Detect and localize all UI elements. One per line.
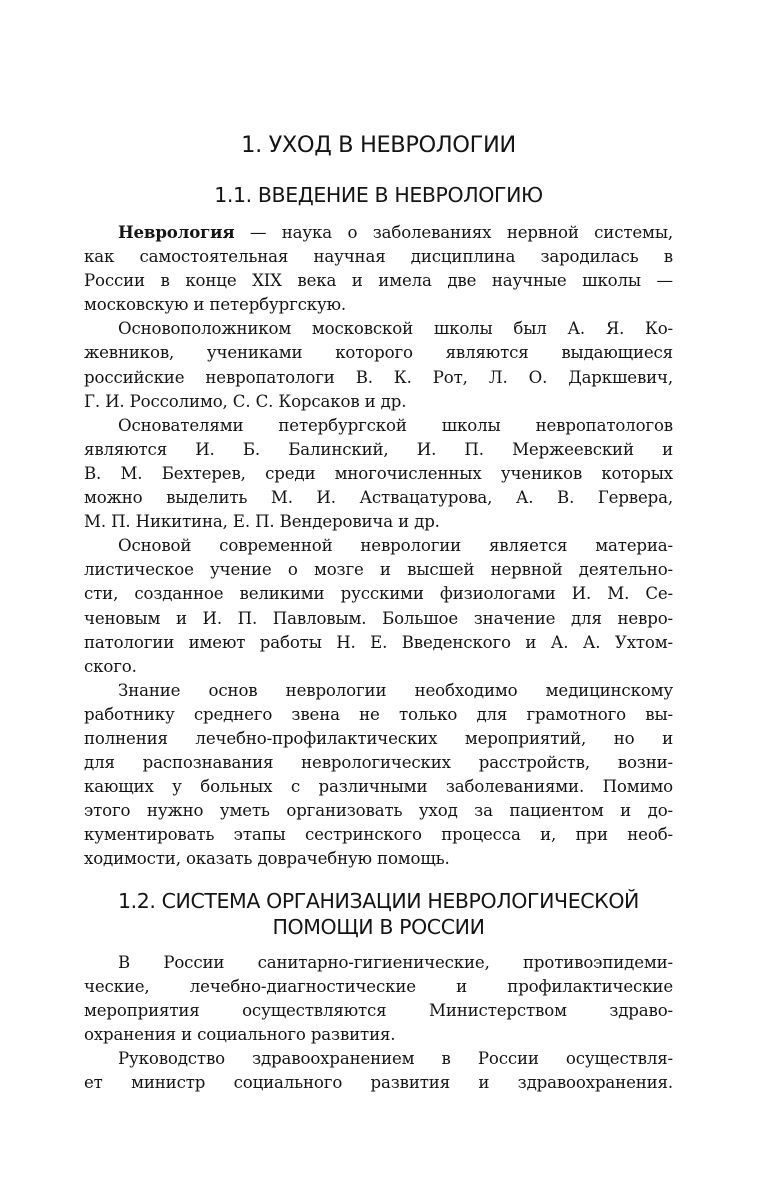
text-line: этого нужно уметь организовать уход за пациентом и до- <box>84 801 673 821</box>
section-title-organization-system <box>84 888 673 940</box>
paragraph-moscow-school <box>84 317 673 413</box>
text-line: М. П. Никитина, Е. П. Вендеровича и др. <box>84 512 440 532</box>
book-page <box>84 128 673 1095</box>
text-line: Основой современной неврологии является материа- <box>118 536 673 556</box>
section-title-introduction: 1.1. ВВЕДЕНИЕ В НЕВРОЛОГИЮ <box>214 183 543 207</box>
paragraph-knowledge-importance <box>84 679 673 872</box>
text-line: кающих у больных с различными заболеваниями. Помимо <box>84 777 673 797</box>
paragraph-modern-neurology <box>84 534 673 679</box>
text-line: московскую и петербургскую. <box>84 295 347 315</box>
text-line: России в конце XIX века и имела две научные школы — <box>84 271 673 291</box>
text-line: для распознавания неврологических расстройств, возни- <box>84 753 673 773</box>
text-line: Знание основ неврологии необходимо медицинскому <box>118 680 673 700</box>
paragraph-healthcare-management <box>84 1047 673 1095</box>
text-line: как самостоятельная научная дисциплина зародилась в <box>84 247 673 267</box>
text-line: Руководство здравоохранением в России осуществля- <box>118 1048 673 1068</box>
text-line: листическое учение о мозге и высшей нервной деятельно- <box>84 560 673 580</box>
text-line: В России санитарно-гигиенические, противоэпидеми- <box>118 952 673 972</box>
text-line: кументировать этапы сестринского процесса и, при необ- <box>84 825 673 845</box>
text-line: мероприятия осуществляются Министерством здраво- <box>84 1000 673 1020</box>
text-fragment: — наука о заболеваниях нервной системы, <box>234 223 673 242</box>
text-line: являются И. Б. Балинский, И. П. Мержеевский и <box>84 439 673 459</box>
text-line: охранения и социального развития. <box>84 1024 396 1044</box>
paragraph-petersburg-school <box>84 414 673 534</box>
text-line: можно выделить М. И. Аствацатурова, А. В. Гервера, <box>84 488 673 508</box>
text-line: Основоположником московской школы был А. Я. Ко- <box>118 319 673 339</box>
text-line: ческие, лечебно-диагностические и профилактические <box>84 976 673 996</box>
text-line: Г. И. Россолимо, С. С. Корсаков и др. <box>84 391 407 411</box>
text-line: ченовым и И. П. Павловым. Большое значение для невро- <box>84 608 673 628</box>
text-line: ет министр социального развития и здравоохранения. <box>84 1073 673 1092</box>
text-line: жевников, учениками которого являются выдающиеся <box>84 343 673 363</box>
text-line: работнику среднего звена не только для грамотного вы- <box>84 704 673 724</box>
text-line: полнения лечебно-профилактических мероприятий, но и <box>84 728 673 748</box>
paragraph-ministry-activities <box>84 951 673 1047</box>
text-line: российские невропатологи В. К. Рот, Л. О. Даркшевич, <box>84 367 673 387</box>
section-title-line: ПОМОЩИ В РОССИИ <box>272 914 485 939</box>
text-line: ходимости, оказать доврачебную помощь. <box>84 849 450 869</box>
chapter-title: 1. УХОД В НЕВРОЛОГИИ <box>241 132 516 158</box>
term-neurology: Неврология <box>118 222 235 242</box>
text-line <box>84 220 673 245</box>
text-line: сти, созданное великими русскими физиологами И. М. Се- <box>84 584 673 604</box>
text-line: В. М. Бехтерев, среди многочисленных учеников которых <box>84 463 673 483</box>
text-line: Основателями петербургской школы невропатологов <box>118 415 673 435</box>
text-line: патологии имеют работы Н. Е. Введенского и А. А. Ухтом- <box>84 632 673 652</box>
section-title-line: 1.2. СИСТЕМА ОРГАНИЗАЦИИ НЕВРОЛОГИЧЕСКОЙ <box>117 888 639 913</box>
text-line: ского. <box>84 656 137 676</box>
paragraph-neurology-definition <box>84 220 673 317</box>
